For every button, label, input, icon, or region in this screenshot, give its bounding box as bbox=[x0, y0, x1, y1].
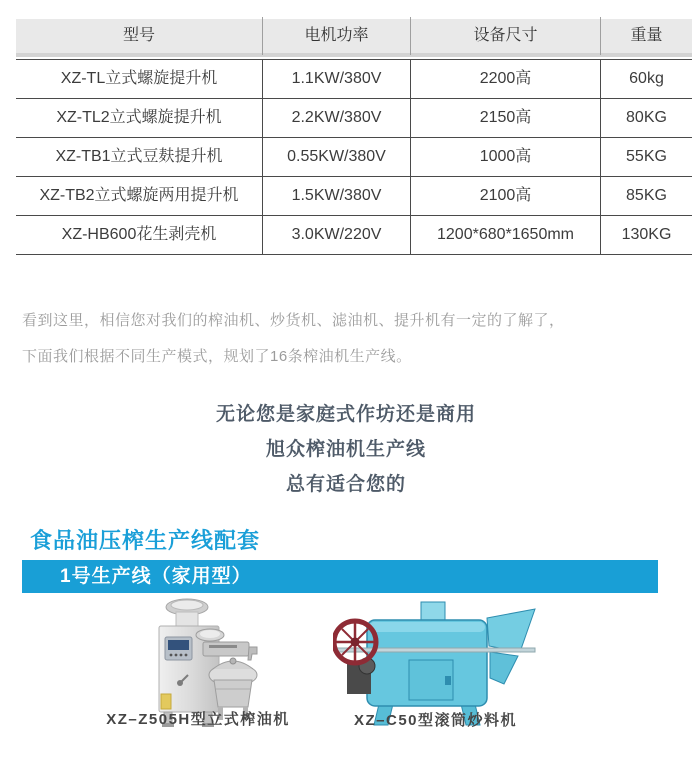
header-model: 型号 bbox=[122, 27, 155, 44]
spec-table bbox=[16, 19, 692, 255]
cell-size: 2150高 bbox=[410, 99, 600, 137]
cell-model: XZ-TL2立式螺旋提升机 bbox=[56, 109, 222, 126]
cell-model: XZ-TB2立式螺旋两用提升机 bbox=[39, 187, 239, 204]
cell-power: 2.2KW/380V bbox=[262, 99, 410, 137]
spec-table-body bbox=[16, 59, 692, 255]
cell-size: 2200高 bbox=[410, 60, 600, 98]
cell-power: 3.0KW/220V bbox=[262, 216, 410, 254]
intro-paragraph bbox=[22, 303, 672, 375]
table-row bbox=[16, 215, 692, 254]
production-line-banner: 1号生产线（家用型） bbox=[22, 560, 658, 593]
cell-power: 0.55KW/380V bbox=[262, 138, 410, 176]
cell-power: 1.1KW/380V bbox=[262, 60, 410, 98]
slogan-line-3: 总有适合您的 bbox=[285, 474, 406, 495]
intro-line-2: 下面我们根据不同生产模式，规划了16条榨油机生产线。 bbox=[22, 348, 412, 365]
product-caption-oil-press: XZ–Z505H型立式榨油机 bbox=[106, 711, 290, 728]
table-row bbox=[16, 98, 692, 137]
cell-power: 1.5KW/380V bbox=[262, 177, 410, 215]
table-row bbox=[16, 176, 692, 215]
section-heading: 食品油压榨生产线配套 bbox=[30, 528, 261, 553]
cell-model: XZ-TL立式螺旋提升机 bbox=[60, 70, 218, 87]
product-drum-roaster bbox=[333, 595, 538, 730]
cell-weight: 80KG bbox=[600, 99, 692, 137]
spec-table-header bbox=[16, 19, 692, 57]
table-row bbox=[16, 137, 692, 176]
cell-model: XZ-HB600花生剥壳机 bbox=[61, 226, 217, 243]
products-row bbox=[0, 595, 692, 753]
cell-weight: 130KG bbox=[600, 216, 692, 254]
slogan-line-2: 旭众榨油机生产线 bbox=[265, 439, 426, 460]
cell-weight: 85KG bbox=[600, 177, 692, 215]
cell-model: XZ-TB1立式豆麸提升机 bbox=[55, 148, 223, 165]
slogan-block bbox=[0, 397, 692, 502]
cell-weight: 55KG bbox=[600, 138, 692, 176]
header-equipment-size: 设备尺寸 bbox=[410, 17, 600, 55]
cell-size: 2100高 bbox=[410, 177, 600, 215]
product-oil-press bbox=[103, 595, 293, 729]
cell-size: 1200*680*1650mm bbox=[410, 216, 600, 254]
header-weight: 重量 bbox=[600, 17, 692, 55]
slogan-line-1: 无论您是家庭式作坊还是商用 bbox=[215, 404, 476, 425]
cell-weight: 60kg bbox=[600, 60, 692, 98]
header-motor-power: 电机功率 bbox=[262, 17, 410, 55]
cell-size: 1000高 bbox=[410, 138, 600, 176]
product-caption-drum-roaster: XZ–C50型滚筒炒料机 bbox=[353, 712, 518, 729]
intro-line-1: 看到这里，相信您对我们的榨油机、炒货机、滤油机、提升机有一定的了解了， bbox=[22, 312, 565, 329]
table-row bbox=[16, 59, 692, 98]
